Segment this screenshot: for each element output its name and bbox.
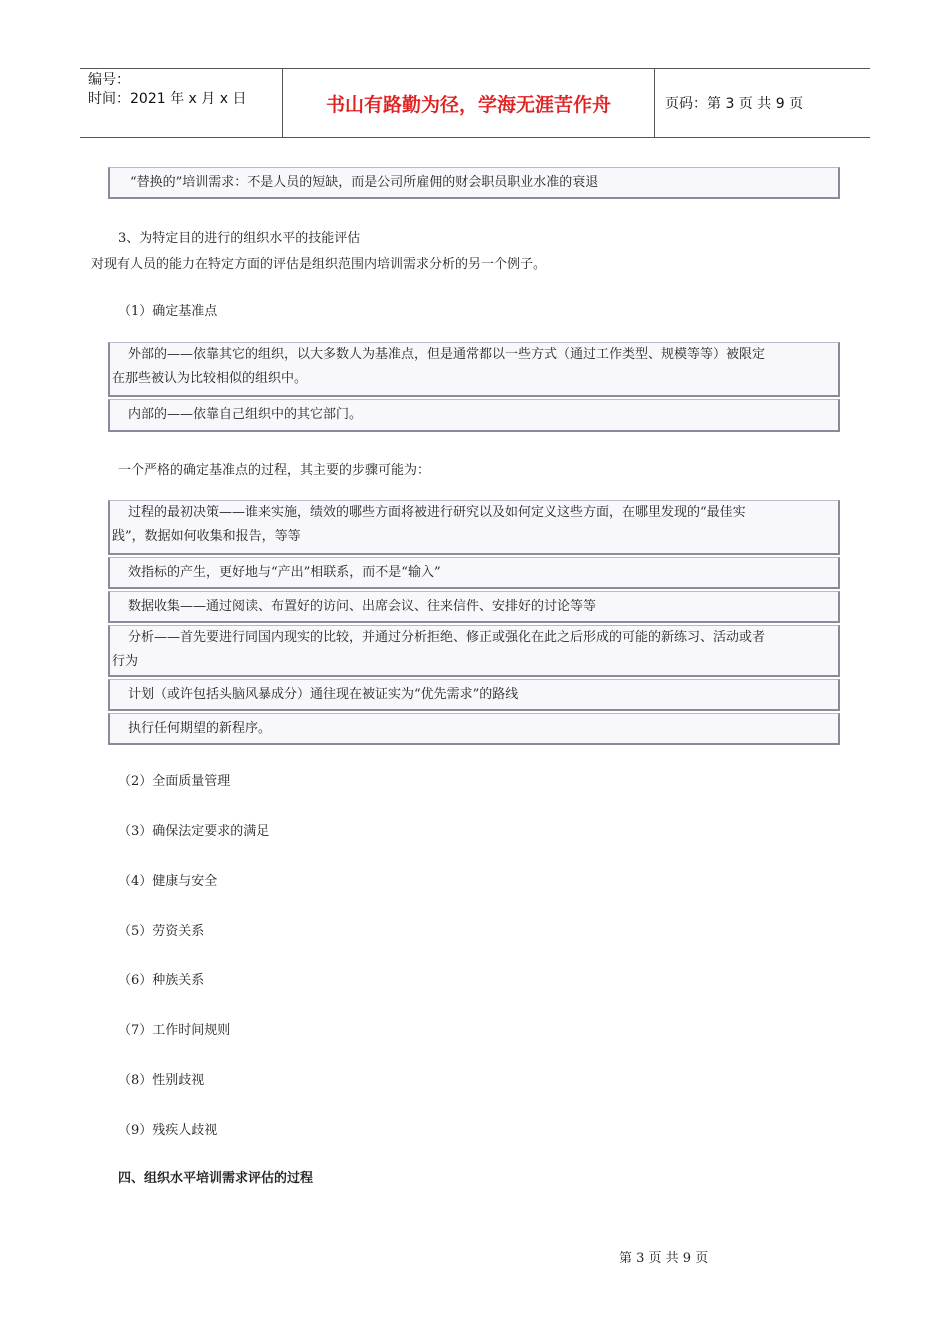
header-left-cell xyxy=(80,69,283,137)
internal-text: 内部的——依靠自己组织中的其它部门。 xyxy=(128,407,363,422)
external-benchmark-box xyxy=(108,342,840,397)
item-6: （6）种族关系 xyxy=(118,973,205,988)
section4-title: 四、组织水平培训需求评估的过程 xyxy=(118,1171,314,1186)
external-line-2: 在那些被认为比较相似的组织中。 xyxy=(112,371,308,386)
steps-intro: 一个严格的确定基准点的过程，其主要的步骤可能为： xyxy=(118,463,431,478)
step-6-box xyxy=(108,713,840,745)
step-5-box xyxy=(108,679,840,711)
step-6-text: 执行任何期望的新程序。 xyxy=(128,721,272,736)
page-footer: 第 3 页 共 9 页 xyxy=(619,1251,709,1266)
step-4-box xyxy=(108,625,840,677)
step-2-box xyxy=(108,557,840,589)
item-4: （4）健康与安全 xyxy=(118,874,218,889)
step-2-text: 效指标的产生，更好地与“产出”相联系，而不是“输入” xyxy=(128,565,441,580)
internal-benchmark-box xyxy=(108,399,840,432)
external-line-1: 外部的——依靠其它的组织，以大多数人为基准点，但是通常都以一些方式（通过工作类型、规模等等）被限定 xyxy=(128,347,766,362)
step-1-line-1: 过程的最初决策——谁来实施，绩效的哪些方面将被进行研究以及如何定义这些方面，在哪里发现的“最佳实 xyxy=(128,505,746,520)
step-3-box xyxy=(108,591,840,623)
section3-title: 3、为特定目的进行的组织水平的技能评估 xyxy=(118,231,361,246)
item-8: （8）性别歧视 xyxy=(118,1073,205,1088)
item-7: （7）工作时间规则 xyxy=(118,1023,231,1038)
date-label: 时间：2021 年 x 月 x 日 xyxy=(88,91,247,107)
section3-intro: 对现有人员的能力在特定方面的评估是组织范围内培训需求分析的另一个例子。 xyxy=(91,257,547,272)
item-3: （3）确保法定要求的满足 xyxy=(118,824,270,839)
replacement-need-text: “替换的”培训需求：不是人员的短缺，而是公司所雇佣的财会职员职业水准的衰退 xyxy=(130,175,599,190)
item-9: （9）残疾人歧视 xyxy=(118,1123,218,1138)
header-page-info: 页码：第 3 页 共 9 页 xyxy=(665,96,804,112)
step-1-box xyxy=(108,500,840,555)
item-2: （2）全面质量管理 xyxy=(118,774,231,789)
step-1-line-2: 践”，数据如何收集和报告，等等 xyxy=(112,529,301,544)
item-1-benchmark: （1）确定基准点 xyxy=(118,304,218,319)
header-motto: 书山有路勤为径，学海无涯苦作舟 xyxy=(283,69,655,137)
item-5: （5）劳资关系 xyxy=(118,924,205,939)
step-3-text: 数据收集——通过阅读、布置好的访问、出席会议、往来信件、安排好的讨论等等 xyxy=(128,599,597,614)
step-4-line-1: 分析——首先要进行同国内现实的比较，并通过分析拒绝、修正或强化在此之后形成的可能的新练习、活动或者 xyxy=(128,630,766,645)
step-4-line-2: 行为 xyxy=(112,654,139,669)
page-header xyxy=(80,68,870,138)
replacement-need-box xyxy=(108,167,840,199)
number-label: 编号： xyxy=(88,72,130,88)
step-5-text: 计划（或许包括头脑风暴成分）通往现在被证实为“优先需求”的路线 xyxy=(128,687,519,702)
